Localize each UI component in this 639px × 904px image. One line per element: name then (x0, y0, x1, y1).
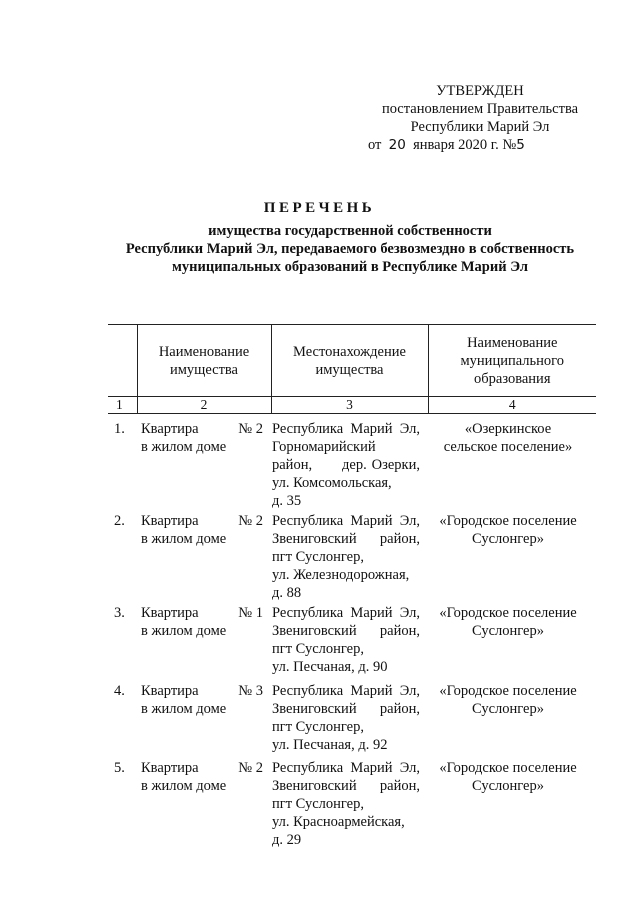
municipality-line: «Городское поселение (439, 513, 577, 529)
property-type: Квартира (141, 605, 199, 621)
header-location: Местонахождение имущества (271, 325, 428, 397)
apartment-number: № 2 (238, 513, 263, 529)
approval-line-1: постановлением Правительства (381, 101, 579, 117)
municipality-line: сельское поселение» (443, 439, 573, 455)
municipality (428, 604, 588, 640)
document-subtitle (70, 222, 630, 276)
subtitle-line-3: муниципальных образований в Республике Марий Эл (172, 259, 528, 275)
apartment-number: № 3 (238, 683, 263, 699)
location-line: пгт Суслонгер, (272, 549, 364, 565)
municipality (428, 759, 588, 795)
row-number: 5. (114, 760, 125, 776)
property-name (141, 420, 263, 456)
property-name (141, 759, 263, 795)
municipality-line: «Городское поселение (439, 683, 577, 699)
location-line: д. 35 (272, 493, 302, 509)
date-rest: января 2020 г. № (413, 137, 517, 153)
municipality-line: Суслонгер» (472, 623, 544, 639)
property-location (272, 512, 420, 602)
approval-line-2: Республики Марий Эл (410, 119, 550, 135)
apartment-number: № 1 (238, 605, 263, 621)
property-type: Квартира (141, 513, 199, 529)
row-number: 2. (114, 513, 125, 529)
header-municipality: Наименование муниципального образования (428, 325, 596, 397)
property-location (272, 759, 420, 849)
col-number-1: 1 (108, 397, 137, 414)
location-line: Республика Марий Эл, (272, 513, 420, 529)
location-line: ул. Комсомольская, (272, 475, 392, 491)
property-name (141, 512, 263, 548)
location-line: Звениговский район, (272, 701, 420, 717)
property-table-header (108, 324, 596, 414)
property-building: в жилом доме (141, 623, 227, 639)
approval-stamp (360, 82, 600, 154)
row-number: 3. (114, 605, 125, 621)
col-number-2: 2 (137, 397, 271, 414)
header-name: Наименование имущества (137, 325, 271, 397)
date-day: 20 (388, 137, 406, 153)
property-type: Квартира (141, 760, 199, 776)
date-prefix: от (368, 137, 382, 153)
apartment-number: № 2 (238, 421, 263, 437)
date-number: 5 (516, 137, 525, 153)
property-location (272, 682, 420, 754)
header-row (108, 325, 596, 397)
property-location (272, 420, 420, 510)
property-building: в жилом доме (141, 531, 227, 547)
row-number: 4. (114, 683, 125, 699)
row-number: 1. (114, 421, 125, 437)
header-number (108, 325, 137, 397)
property-location (272, 604, 420, 676)
municipality-line: «Городское поселение (439, 760, 577, 776)
location-line: ул. Песчаная, д. 90 (272, 659, 388, 675)
col-number-3: 3 (271, 397, 428, 414)
col-number-4: 4 (428, 397, 596, 414)
subtitle-line-1: имущества государственной собственности (208, 223, 492, 239)
approval-title: УТВЕРЖДЕН (436, 83, 524, 99)
property-name (141, 682, 263, 718)
property-building: в жилом доме (141, 778, 227, 794)
location-line: д. 29 (272, 832, 302, 848)
location-line: пгт Суслонгер, (272, 796, 364, 812)
location-line: Горномарийский (272, 439, 376, 455)
apartment-number: № 2 (238, 760, 263, 776)
property-building: в жилом доме (141, 439, 227, 455)
column-number-row (108, 397, 596, 414)
municipality-line: «Городское поселение (439, 605, 577, 621)
property-name (141, 604, 263, 640)
property-type: Квартира (141, 683, 199, 699)
location-line: Звениговский район, (272, 778, 420, 794)
location-line: Республика Марий Эл, (272, 605, 420, 621)
location-line: Звениговский район, (272, 623, 420, 639)
document-title: ПЕРЕЧЕНЬ (263, 200, 376, 216)
municipality-line: Суслонгер» (472, 531, 544, 547)
location-line: пгт Суслонгер, (272, 719, 364, 735)
location-line: ул. Красноармейская, (272, 814, 405, 830)
property-type: Квартира (141, 421, 199, 437)
location-line: ул. Железнодорожная, (272, 567, 410, 583)
municipality (428, 682, 588, 718)
location-line: Звениговский район, (272, 531, 420, 547)
property-building: в жилом доме (141, 701, 227, 717)
location-line: д. 88 (272, 585, 302, 601)
municipality (428, 420, 588, 456)
location-line: район, дер. Озерки, (272, 457, 420, 473)
municipality-line: Суслонгер» (472, 701, 544, 717)
location-line: ул. Песчаная, д. 92 (272, 737, 388, 753)
municipality (428, 512, 588, 548)
location-line: Республика Марий Эл, (272, 760, 420, 776)
location-line: Республика Марий Эл, (272, 683, 420, 699)
location-line: Республика Марий Эл, (272, 421, 420, 437)
approval-date-line (360, 136, 600, 154)
municipality-line: «Озеркинское (464, 421, 552, 437)
subtitle-line-2: Республики Марий Эл, передаваемого безвозмездно в собственность (125, 241, 575, 257)
location-line: пгт Суслонгер, (272, 641, 364, 657)
municipality-line: Суслонгер» (472, 778, 544, 794)
